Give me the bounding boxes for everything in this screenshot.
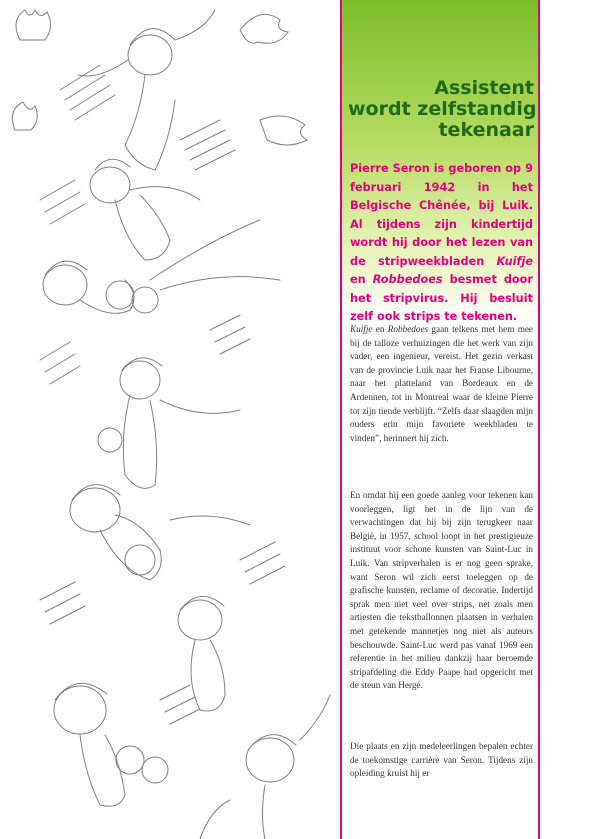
article-column <box>340 0 540 839</box>
body-text: gaan telkens met hem mee bij de talloze verhuizingen die het werk van zijn vader, een ingenieur, vereist. Het gezin verkast van de provincie Luik naar het Franse Libourne, naar het platteland van Bordeaux en de Ardennen, tot in Montreal waar de kleine Pierre tot zijn tiende verblijft. “Zelfs daar slaagden mijn ouders erin mijn favoriete weekbladen te vinden”, herinnert hij zich. <box>350 324 534 443</box>
lead-title-robbedoes: Robbedoes <box>372 273 443 286</box>
body-paragraph <box>350 323 533 445</box>
heading-line: tekenaar <box>438 119 534 141</box>
lead-title-kuifje: Kuifje <box>496 254 533 268</box>
body-paragraph: En omdat hij een goede aanleg voor tekenen kan voorleggen, ligt het in de lijn van de verwachtingen dat hij bij zijn terugkeer naar België, in 1957, school loopt in het prestigieuze instituut voor schone kunsten van Saint-Luc in Luik. Van stripverhalen is er nog geen sprake, want Seron wil zich eerst toeleggen op de grafische kunsten, reclame of decoratie. Indertijd sprak men niet veel over strips, net zoals men artiesten die tekstballonnen plaatsen in verhalen met getekende mannetjes nog niet als auteurs beschouwde. Saint-Luc werd pas vanaf 1969 een referentie in het milieu dankzij haar beroemde stripafdeling die Eddy Paape had opgericht met de steun van Hergé. <box>350 490 533 691</box>
heading-line: wordt zelfstandig <box>348 98 537 120</box>
lead-text: Pierre Seron is geboren op 9 februari 1942 in het Belgische Chênée, bij Luik. Al tijdens zijn kindertijd wordt hij door het lezen van de stripweekbladen <box>350 162 533 268</box>
body-paragraph: Die plaats en zijn medeleerlingen bepalen echter de toekomstige carrière van Seron. Tijdens zijn opleiding kruist hij er <box>350 741 533 779</box>
lead-text: besmet door het stripvirus. Hij besluit zelf ook strips te tekenen. <box>350 273 533 323</box>
page-margin <box>540 0 608 839</box>
lead-paragraph <box>350 160 533 327</box>
title-kuifje: Kuifje <box>350 324 373 334</box>
title-robbedoes: Robbedoes <box>387 324 429 334</box>
lead-text: en <box>350 273 373 286</box>
article-heading <box>348 77 537 141</box>
body-text: en <box>372 324 388 334</box>
heading-line: Assistent <box>434 77 534 99</box>
